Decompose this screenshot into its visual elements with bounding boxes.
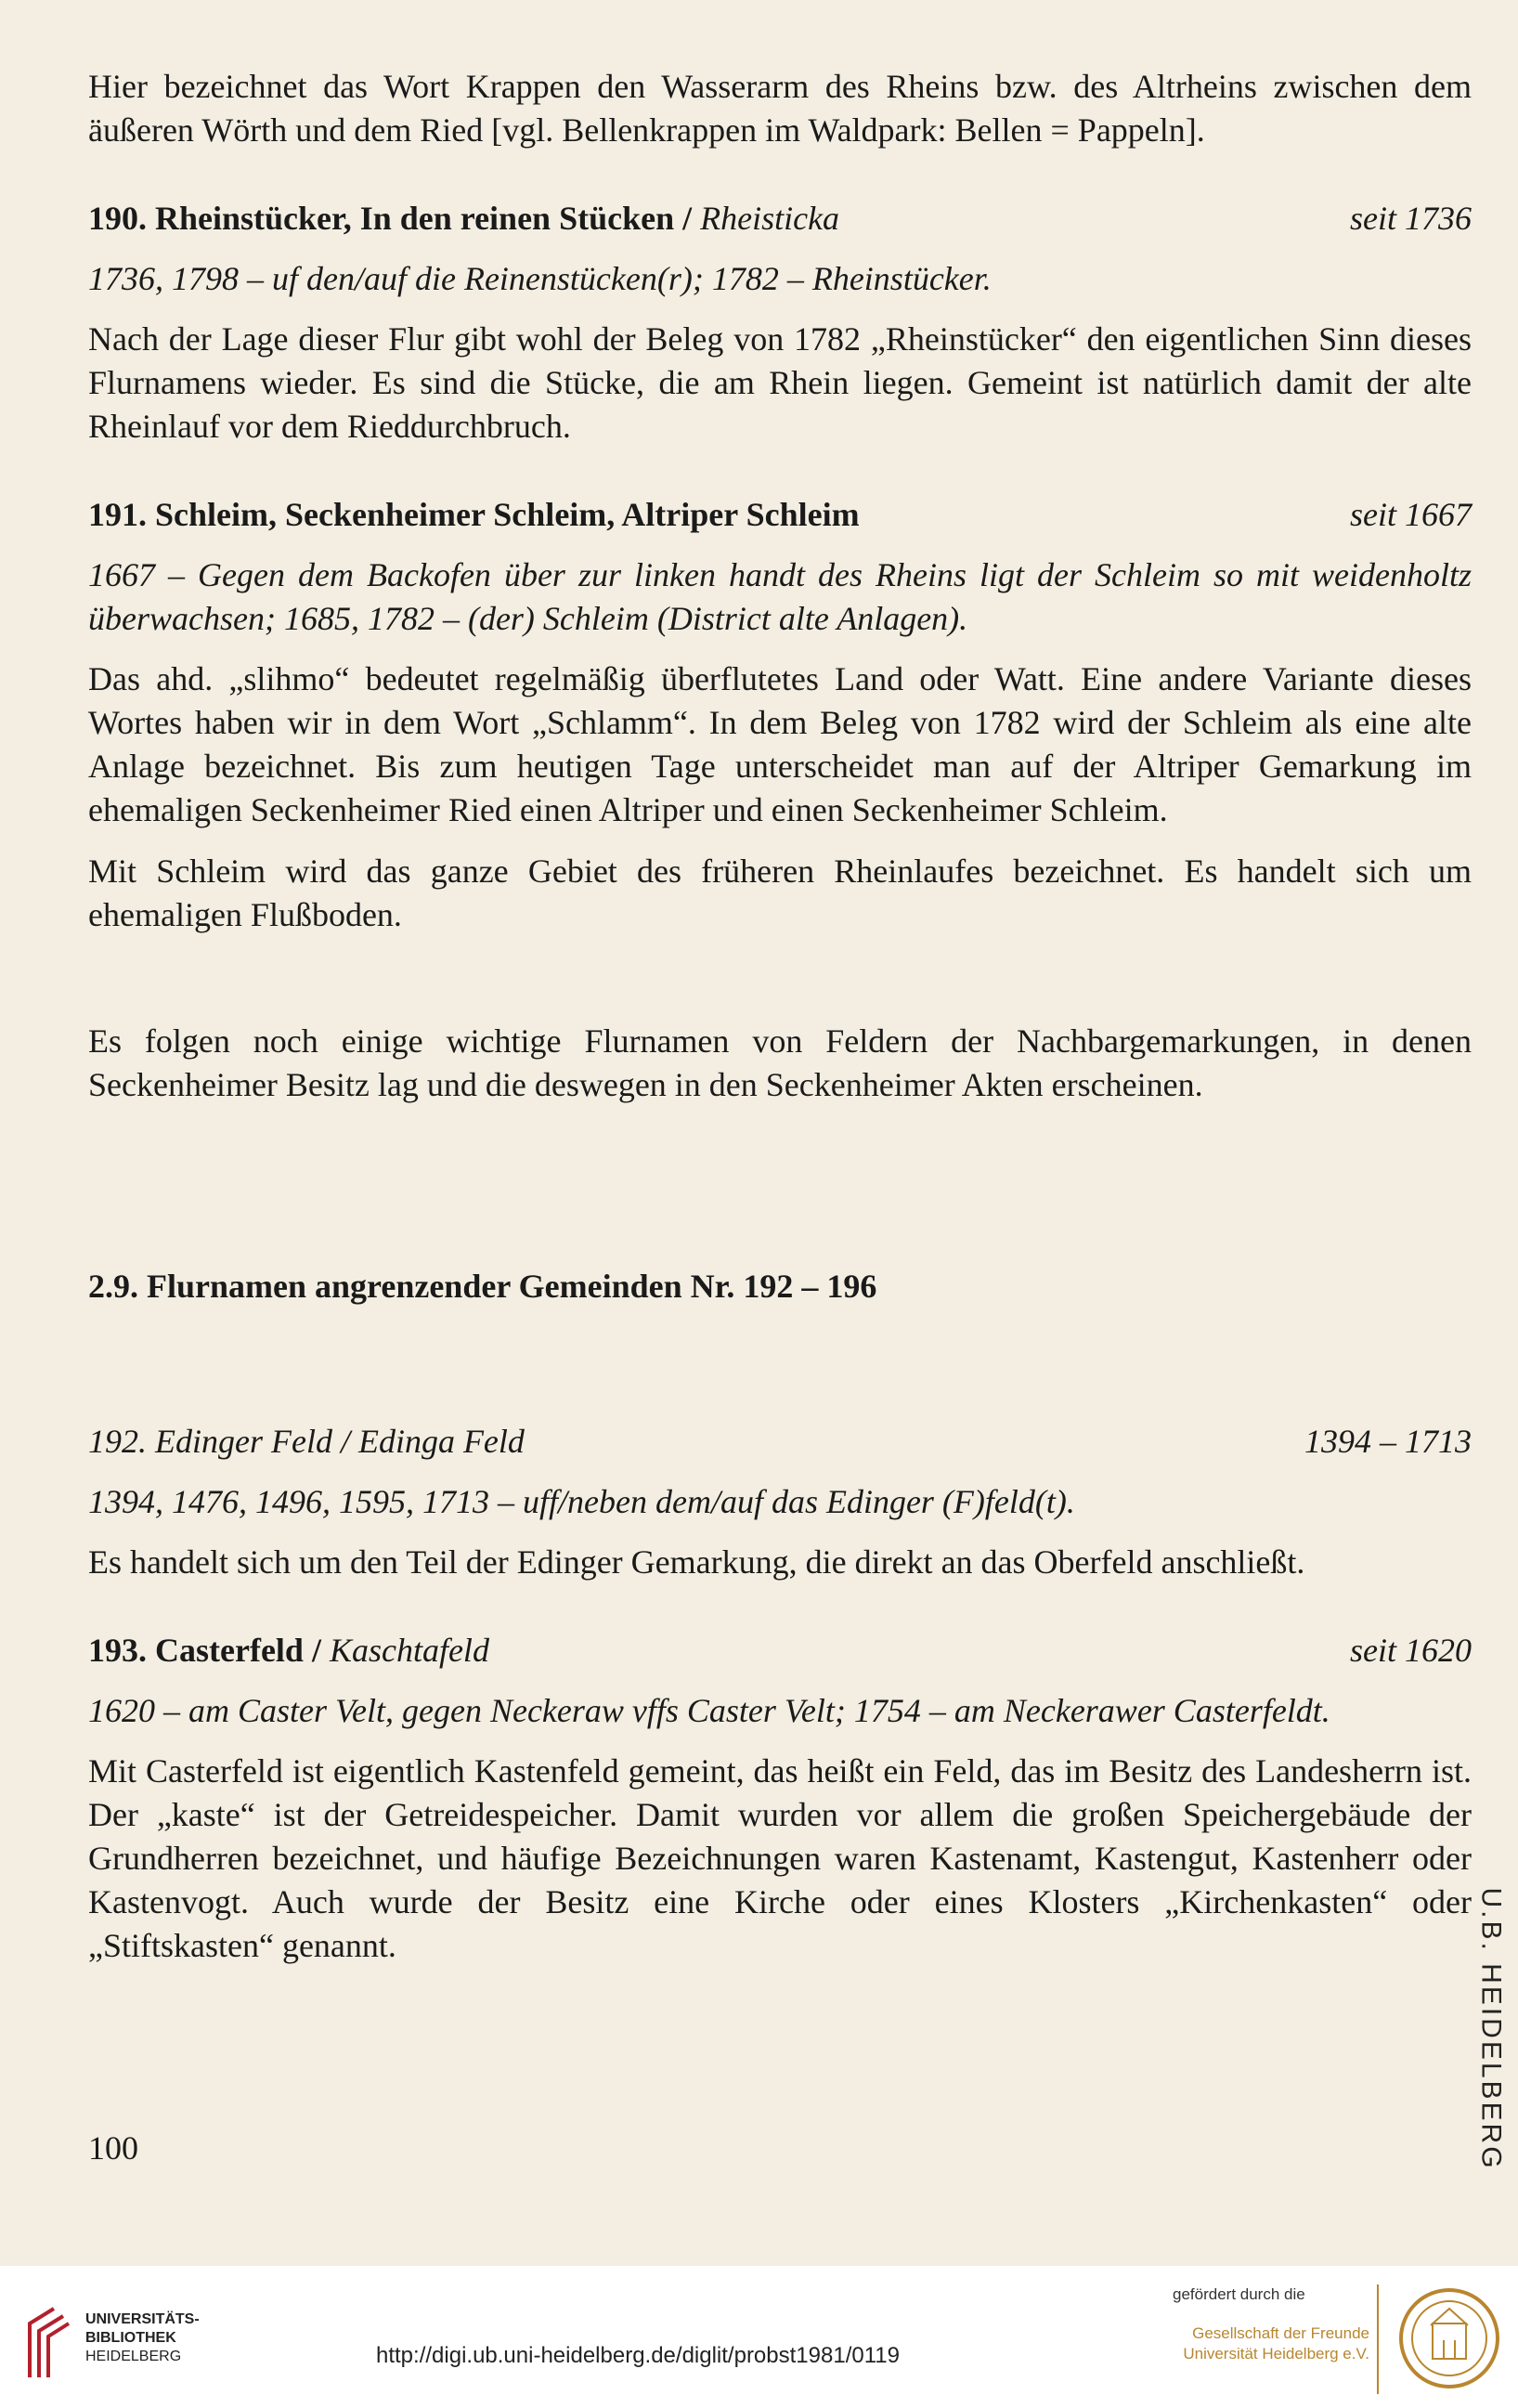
footer-divider: [1377, 2284, 1379, 2394]
sponsor-org-line-2: Universität Heidelberg e.V.: [1183, 2345, 1369, 2362]
entry-paragraph: Das ahd. „slihmo“ bedeutet regelmäßig überflutetes Land oder Watt. Eine andere Variante dieses Wortes haben wir in dem Wort „Schlamm“. In dem Beleg von 1782 wird der Schleim als eine alte Anlage bezeichnet. Bis zum heutigen Tage unterscheidet man auf der Altriper Gemarkung im ehemaligen Seckenheimer Ried einen Altriper und einen Seckenheimer Schleim.: [88, 660, 1472, 828]
entry-name: Edinger Feld / Edinga Feld: [155, 1423, 525, 1460]
entry-paragraph: Nach der Lage dieser Flur gibt wohl der Beleg von 1782 „Rheinstücker“ den eigentlichen Sinn dieses Flurnamens wieder. Es sind die Stücke, die am Rhein liegen. Gemeint ist natürlich damit der alte Rheinlauf vor dem Rieddurchbruch.: [88, 320, 1472, 445]
library-stamp: [1470, 1876, 1512, 2182]
section-heading: 2.9. Flurnamen angrenzender Gemeinden Nr. 192 – 196: [88, 1268, 877, 1305]
page-content: [88, 65, 1472, 1985]
entry-citation: 1394, 1476, 1496, 1595, 1713 – uff/neben dem/auf das Edinger (F)feld(t).: [88, 1483, 1075, 1520]
page-number: 100: [88, 2129, 138, 2167]
entry-number: 192.: [88, 1423, 147, 1460]
entry-date: seit 1736: [1350, 200, 1472, 237]
entry-citation: 1620 – am Caster Velt, gegen Neckeraw vffs Caster Velt; 1754 – am Neckerawer Casterfeldt.: [88, 1692, 1330, 1729]
entry-name: Rheinstücker, In den reinen Stücken /: [155, 200, 693, 237]
entry-dialect: Rheisticka: [700, 200, 840, 237]
entry-heading-191: [88, 493, 1472, 537]
sponsor-org-line-1: Gesellschaft der Freunde: [1192, 2324, 1369, 2342]
university-seal-icon: [1397, 2286, 1501, 2390]
transition-paragraph: Es folgen noch einige wichtige Flurnamen von Feldern der Nachbargemarkungen, in denen Seckenheimer Besitz lag und die deswegen in den Seckenheimer Akten erscheinen.: [88, 1022, 1472, 1103]
entry-heading-190: [88, 197, 1472, 241]
entry-citation: 1736, 1798 – uf den/auf die Reinenstücken(r); 1782 – Rheinstücker.: [88, 260, 992, 297]
entry-date: seit 1667: [1350, 496, 1472, 533]
digitization-footer: [0, 2266, 1518, 2408]
entry-number: 193.: [88, 1632, 147, 1669]
entry-paragraph: Mit Schleim wird das ganze Gebiet des früheren Rheinlaufes bezeichnet. Es handelt sich um ehemaligen Flußboden.: [88, 853, 1472, 933]
intro-paragraph: Hier bezeichnet das Wort Krappen den Wasserarm des Rheins bzw. des Altrheins zwischen dem äußeren Wörth und dem Ried [vgl. Bellenkrappen im Waldpark: Bellen = Pappeln].: [88, 68, 1472, 149]
entry-number: 190.: [88, 200, 147, 237]
library-name: UNIVERSITÄTS- BIBLIOTHEK HEIDELBERG: [85, 2311, 200, 2364]
entry-citation: 1667 – Gegen dem Backofen über zur linken handt des Rheins ligt der Schleim so mit weidenholtz überwachsen; 1685, 1782 – (der) Schleim (District alte Anlagen).: [88, 556, 1472, 637]
entry-date: 1394 – 1713: [1304, 1423, 1472, 1460]
sponsor-label: gefördert durch die: [1173, 2285, 1305, 2303]
library-logo-icon: [17, 2305, 71, 2381]
entry-dialect: Kaschtafeld: [329, 1632, 489, 1669]
entry-heading-192: [88, 1420, 1472, 1464]
entry-heading-193: [88, 1629, 1472, 1673]
entry-paragraph: Es handelt sich um den Teil der Edinger Gemarkung, die direkt an das Oberfeld anschließt.: [88, 1543, 1305, 1581]
permalink-url[interactable]: http://digi.ub.uni-heidelberg.de/diglit/probst1981/0119: [376, 2343, 900, 2368]
entry-paragraph: Mit Casterfeld ist eigentlich Kastenfeld gemeint, das heißt ein Feld, das im Besitz des Landesherrn ist. Der „kaste“ ist der Getreidespeicher. Damit wurden vor allem die großen Speichergebäude der Grundherren bezeichnet, und häufige Bezeichnungen waren Kastenamt, Kastengut, Kastenherr oder Kastenvogt. Auch wurde der Besitz eine Kirche oder eines Klosters „Kirchenkasten“ oder „Stiftskasten“ genannt.: [88, 1752, 1472, 1964]
library-stamp-text: U.B. HEIDELBERG: [1476, 1887, 1508, 2171]
entry-name: Casterfeld /: [155, 1632, 321, 1669]
entry-number: 191.: [88, 496, 147, 533]
sponsor-block: [1165, 2284, 1369, 2364]
entry-name: Schleim, Seckenheimer Schleim, Altriper Schleim: [155, 496, 860, 533]
entry-date: seit 1620: [1350, 1632, 1472, 1669]
